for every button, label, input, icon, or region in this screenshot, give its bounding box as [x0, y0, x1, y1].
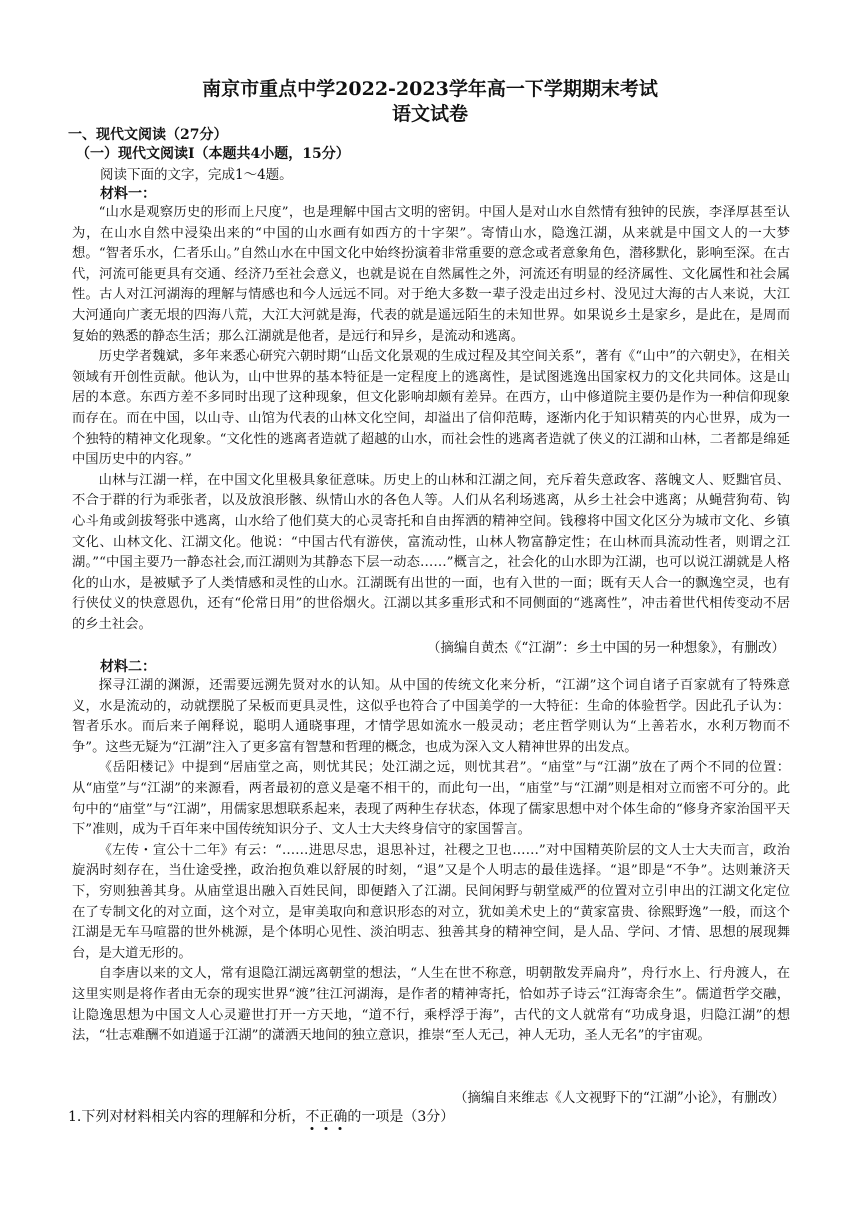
material-two-text	[72, 676, 790, 1047]
exam-title: 南京市重点中学2022-2023学年高一下学期期末考试	[202, 78, 658, 100]
emphasis-char: 确	[333, 1109, 348, 1125]
material-one-source: （摘编自黄杰《“江湖”：乡土中国的另一种想象》，有删改）	[426, 640, 785, 656]
material-two-paragraph: 《岳阳楼记》中提到“居庙堂之高，则忧其民；处江湖之远，则忧其君”。“庙堂”与“江湖”放在了两个不同的位置：从“庙堂”与“江湖”的来源看，两者最初的意义是毫不相干的，而此句一出，“庙堂”与“江湖”则是相对立而密不可分的。此句中的“庙堂”与“江湖”，用儒家思想联系起来，表现了两种生存状态，体现了儒家思想中对个体生命的“修身齐家治国平天下”准则，成为千百年来中国传统知识分子、文人士大夫终身信守的家国誓言。	[72, 760, 790, 838]
subsection-heading: （一）现代文阅读Ⅰ（本题共4小题，15分）	[76, 146, 350, 162]
material-one-paragraph: 山林与江湖一样，在中国文化里极具象征意味。历史上的山林和江湖之间，充斥着失意政客、落魄文人、贬黜官员、不合于群的行为乖张者，以及放浪形骸、纵情山水的各色人等。人们从名利场逃离，从乡土社会中逃离；从蝇营狗苟、钩心斗角或剑拔弩张中逃离，山水给了他们莫大的心灵寄托和自由挥洒的精神空间。钱穆将中国文化区分为城市文化、乡镇文化、山林文化、江湖文化。他说：“中国古代有游侠，富流动性，山林人物富静定性；在山林而具流动性者，则谓之江湖。”“中国主要乃一静态社会,而江湖则为其静态下层一动态……”概言之，社会化的山水即为江湖，也可以说江湖就是人格化的山水，是被赋予了人类情感和灵性的山水。江湖既有出世的一面，也有入世的一面；既有天人合一的飘逸空灵，也有行侠仗义的快意恩仇，还有“伦常日用”的世俗烟火。江湖以其多重形式和不同侧面的“逃离性”，冲击着世代相传变动不居的乡土社会。	[72, 472, 790, 632]
question-one-suffix: 的一项是（3分）	[347, 1109, 455, 1125]
material-one-paragraph: “山水是观察历史的形而上尺度”，也是理解中国古文明的密钥。中国人是对山水自然情有独钟的民族，李泽厚甚至认为，在山水自然中浸染出来的“中国的山水画有如西方的十字架”。寄情山水，隐逸江湖，从来就是中国文人的一大梦想。“智者乐水，仁者乐山。”自然山水在中国文化中始终扮演着非常重要的意念或者意象角色，潜移默化，影响至深。在古代，河流可能更具有交通、经济乃至社会意义，也就是说在自然属性之外，河流还有明显的经济属性、文化属性和社会属性。古人对江河湖海的理解与情感也和今人远远不同。对于绝大多数一辈子没走出过乡村、没见过大海的古人来说，大江大河通向广袤无垠的四海八荒，大江大河就是海，代表的就是遥远陌生的未知世界。如果说乡土是家乡，是此在，是周而复始的熟悉的静态生活；那么江湖就是他者，是远行和异乡，是流动和逃离。	[72, 205, 790, 344]
material-one-label: 材料一：	[100, 186, 156, 202]
material-one-text	[72, 203, 790, 635]
question-one-stem	[68, 1106, 454, 1126]
emphasis-char: 正	[319, 1109, 334, 1125]
question-one-prefix: 1.下列对材料相关内容的理解和分析，	[68, 1109, 306, 1125]
emphasis-char: 不	[305, 1109, 320, 1125]
material-two-paragraph: 自李唐以来的文人，常有退隐江湖远离朝堂的想法，“人生在世不称意，明朝散发弄扁舟”，舟行水上、行舟渡人，在这里实则是将作者由无奈的现实世界“渡”往江河湖海，是作者的精神寄托，恰如苏子诗云“江海寄余生”。儒道哲学交融，让隐逸思想为中国文人心灵避世打开一方天地，“道不行，乘桴浮于海”，古代的文人就常有“功成身退，归隐江湖”的想法，“壮志难酬不如逍遥于江湖”的潇洒天地间的独立意识，推崇“至人无己，神人无功，圣人无名”的宇宙观。	[72, 966, 790, 1044]
material-two-source: （摘编自来维志《人文视野下的“江湖”小论》，有删改）	[453, 1090, 785, 1106]
material-two-label: 材料二：	[100, 659, 156, 675]
reading-instruction: 阅读下面的文字，完成1～4题。	[100, 167, 293, 183]
exam-subtitle: 语文试卷	[391, 103, 468, 125]
material-two-paragraph: 探寻江湖的渊源，还需要远溯先贤对水的认知。从中国的传统文化来分析，“江湖”这个词自诸子百家就有了特殊意义，水是流动的，动就摆脱了呆板而更具灵性，这似乎也符合了中国美学的一大特征：生命的体验哲学。因此孔子认为：智者乐水。而后来子阐释说，聪明人通晓事理，才情学思如流水一般灵动；老庄哲学则认为“上善若水，水利万物而不争”。这些无疑为“江湖”注入了更多富有智慧和哲理的概念，也成为深入文人精神世界的出发点。	[72, 678, 790, 755]
material-one-paragraph: 历史学者魏斌，多年来悉心研究六朝时期“山岳文化景观的生成过程及其空间关系”，著有《“山中”的六朝史》，在相关领域有开创性贡献。他认为，山中世界的基本特征是一定程度上的逃离性，是试图逃逸出国家权力的文化共同体。这是山居的本意。东西方差不多同时出现了这种现象，但文化影响却颇有差异。在西方，山中修道院主要仍是作为一种信仰现象而存在。而在中国，以山寺、山馆为代表的山林文化空间，却溢出了信仰范畴，逐渐内化于知识精英的内心世界，成为一个独特的精神文化现象。“文化性的逃离者造就了超越的山水，而社会性的逃离者造就了侠义的江湖和山林，二者都是绵延中国历史中的内容。”	[72, 349, 790, 468]
section-heading: 一、现代文阅读（27分）	[68, 127, 228, 143]
material-two-paragraph: 《左传・宣公十二年》有云：“……进思尽忠，退思补过，社稷之卫也……”对中国精英阶层的文人士大夫而言，政治旋涡时刻存在，当仕途受挫，政治抱负难以舒展的时刻，“退”又是个人明志的最佳选择。“退”即是“不争”。达则兼济天下，穷则独善其身。从庙堂退出融入百姓民间，即便踏入了江湖。民间闲野与朝堂威严的位置对立引申出的江湖文化定位在了专制文化的对立面，这个对立，是审美取向和意识形态的对立，犹如美术史上的“黄家富贵、徐熙野逸”一般，而这个江湖是无车马喧嚣的世外桃源，是个体明心见性、淡泊明志、独善其身的精神空间，是人品、学问、才情、思想的展现舞台，是大道无形的。	[72, 842, 790, 961]
